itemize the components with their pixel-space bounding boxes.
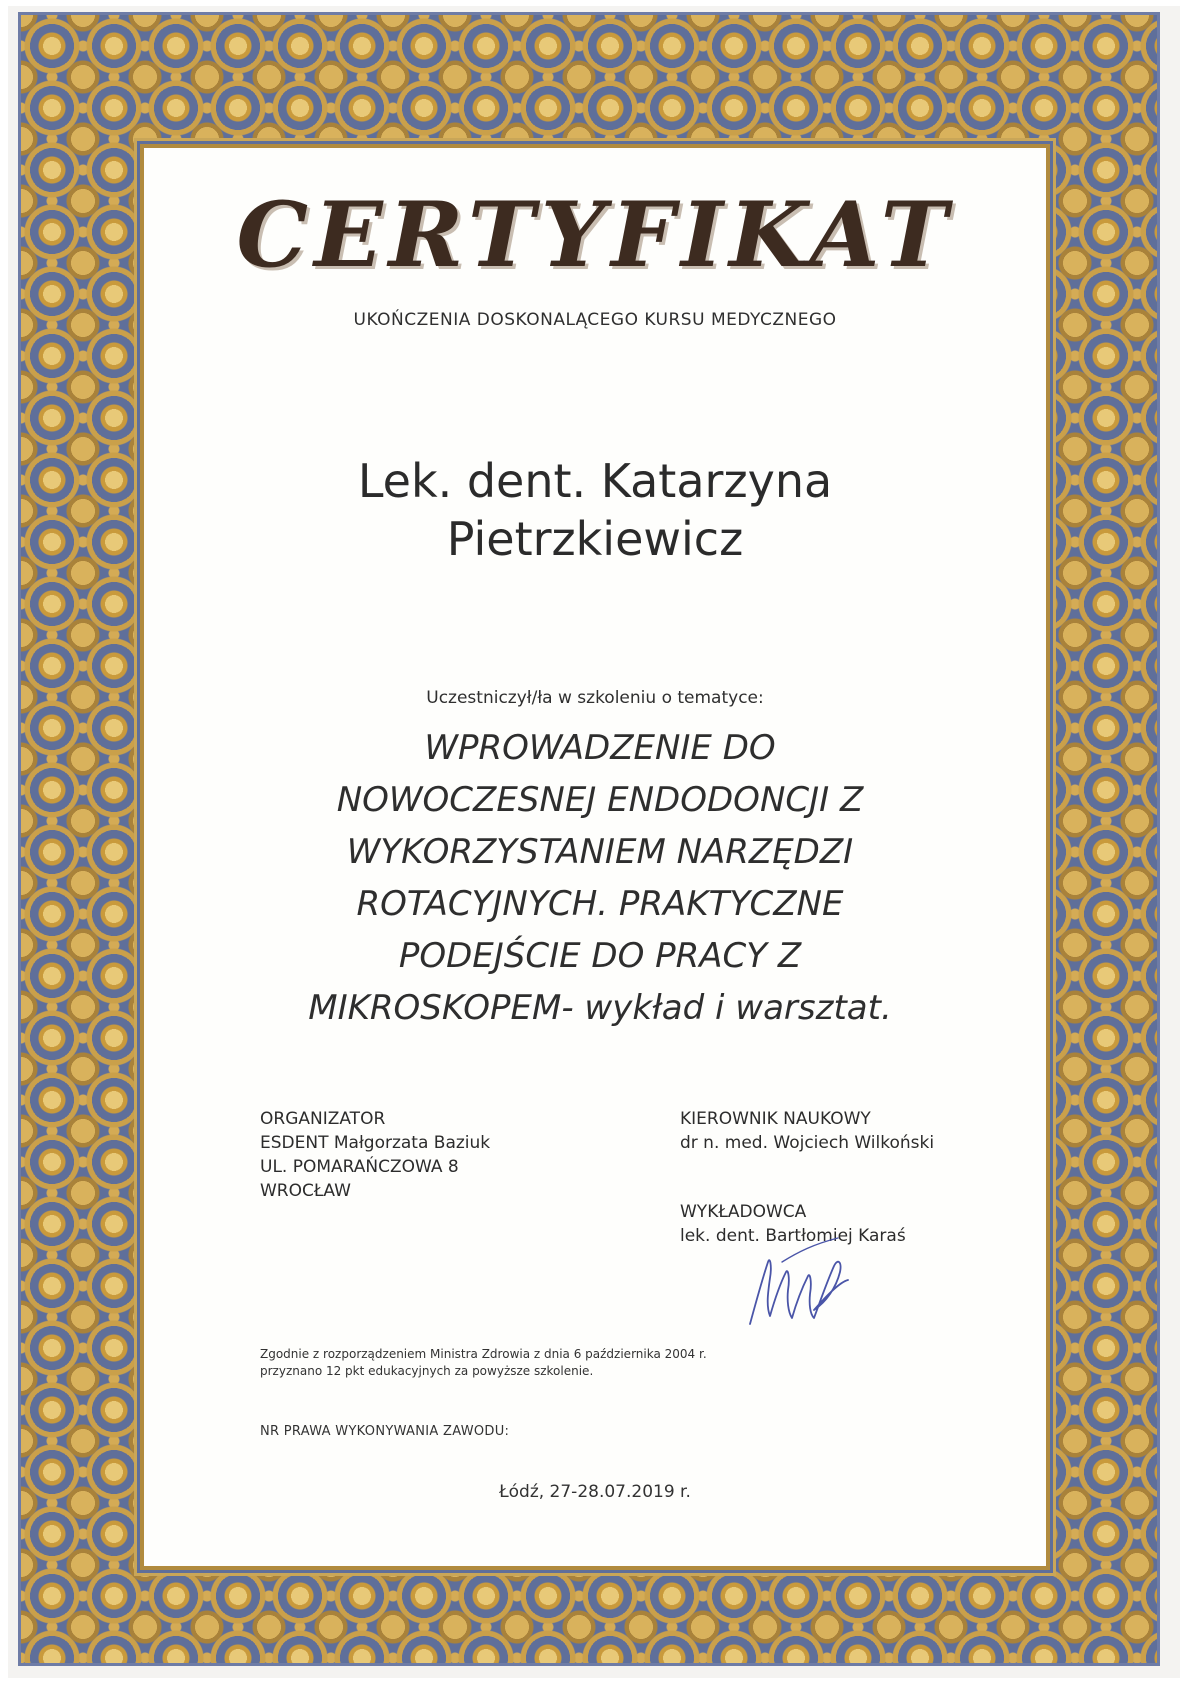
place-and-date: Łódź, 27-28.07.2019 r. [499,1482,691,1502]
certificate-title: CERTYFIKAT [236,182,954,288]
organizer-block [260,1107,490,1203]
lecturer-label: WYKŁADOWCA [680,1202,807,1222]
certificate-subtitle: UKOŃCZENIA DOSKONALĄCEGO KURSU MEDYCZNEGO [353,310,837,330]
course-topic-line: NOWOCZESNEJ ENDODONCJI Z [336,780,864,820]
organizer-city: WROCŁAW [260,1181,351,1201]
legal-notice-line-2: przyznano 12 pkt edukacyjnych za powyższe szkolenie. [260,1364,594,1378]
scientific-lead-name: dr n. med. Wojciech Wilkoński [680,1133,935,1153]
legal-notice-line-1: Zgodnie z rozporządzeniem Ministra Zdrowia z dnia 6 października 2004 r. [260,1347,707,1361]
legal-notice [260,1346,707,1380]
participation-statement: Uczestniczył/ła w szkoleniu o tematyce: [426,688,764,708]
licence-number-label: NR PRAWA WYKONYWANIA ZAWODU: [260,1424,510,1439]
organizer-name: ESDENT Małgorzata Baziuk [260,1133,491,1153]
recipient-name-line-1: Lek. dent. Katarzyna [357,454,833,508]
recipient-name-line-2: Pietrzkiewicz [446,512,744,566]
course-topic-line: WYKORZYSTANIEM NARZĘDZI [346,832,854,872]
recipient-name [0,452,1190,568]
scientific-lead-block [680,1107,934,1155]
course-topic-line: PODEJŚCIE DO PRACY Z [398,936,802,976]
course-topic [240,722,960,1034]
organizer-street: UL. POMARAŃCZOWA 8 [260,1157,459,1177]
course-topic-line: ROTACYJNYCH. PRAKTYCZNE [356,884,844,924]
lecturer-signature [742,1232,852,1328]
scientific-lead-label: KIEROWNIK NAUKOWY [680,1109,871,1129]
course-topic-line: MIKROSKOPEM- wykład i warsztat. [308,988,892,1028]
organizer-label: ORGANIZATOR [260,1109,386,1129]
course-topic-line: WPROWADZENIE DO [424,728,776,768]
lecturer-name: lek. dent. Bartłomiej Karaś [680,1226,906,1246]
